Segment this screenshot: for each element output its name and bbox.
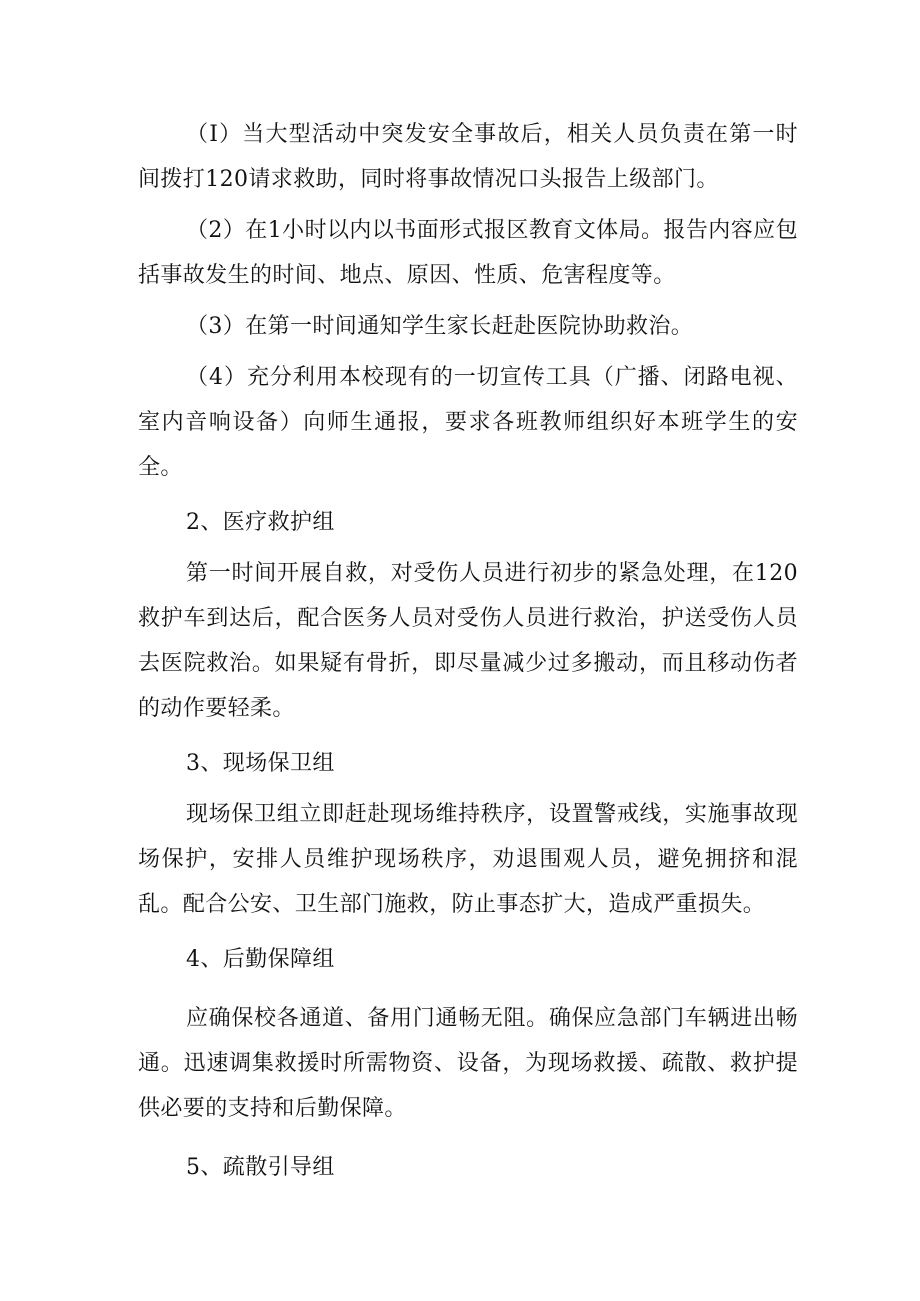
document-page <box>138 112 798 1190</box>
section-heading-medical-team: 2、医疗救护组 <box>186 510 335 535</box>
section-heading-logistics-team: 4、后勤保障组 <box>186 947 335 972</box>
paragraph-incident-reporting: （I）当大型活动中突发安全事故后，相关人员负责在第一时间拨打120请求救助，同时将事故情况口头报告上级部门。 <box>138 122 798 192</box>
paragraph-written-report: （2）在1小时以内以书面形式报区教育文体局。报告内容应包括事故发生的时间、地点、原因、性质、危害程度等。 <box>138 218 798 288</box>
section-heading-security-team: 3、现场保卫组 <box>186 751 335 776</box>
paragraph-notify-parents: （3）在第一时间通知学生家长赶赴医院协助救治。 <box>186 314 694 339</box>
section-heading-evacuation-team: 5、疏散引导组 <box>186 1155 335 1180</box>
paragraph-medical-team: 第一时间开展自救，对受伤人员进行初步的紧急处理，在120救护车到达后，配合医务人员对受伤人员进行救治，护送受伤人员去医院救治。如果疑有骨折，即尽量减少过多搬动，而且移动伤者的动作要轻柔。 <box>138 561 798 721</box>
paragraph-security-team: 现场保卫组立即赶赴现场维持秩序，设置警戒线，实施事故现场保护，安排人员维护现场秩序，劝退围观人员，避免拥挤和混乱。配合公安、卫生部门施救，防止事态扩大，造成严重损失。 <box>138 802 798 917</box>
paragraph-logistics-team: 应确保校各通道、备用门通畅无阻。确保应急部门车辆进出畅通。迅速调集救援时所需物资、设备，为现场救援、疏散、救护提供必要的支持和后勤保障。 <box>138 1006 798 1121</box>
paragraph-broadcast-notice: （4）充分利用本校现有的一切宣传工具（广播、闭路电视、室内音响设备）向师生通报，要求各班教师组织好本班学生的安全。 <box>138 365 798 480</box>
